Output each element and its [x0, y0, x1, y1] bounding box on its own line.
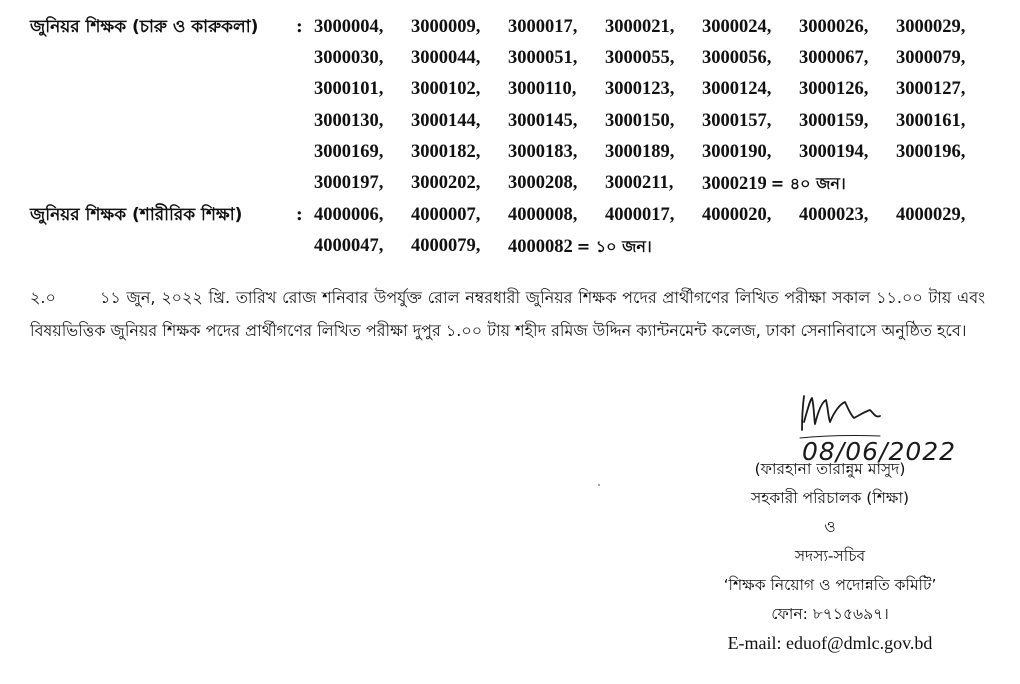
roll-number-value: 4000082: [508, 237, 573, 258]
roll-number: 3000161,: [896, 110, 966, 131]
roll-number: 3000029,: [896, 17, 966, 37]
roll-number: 4000029,: [896, 205, 966, 225]
roll-number: 3000101,: [314, 79, 384, 100]
roll-number: 4000047,: [314, 236, 384, 257]
roll-number: 3000169,: [314, 141, 384, 162]
roll-number: 3000055,: [605, 48, 675, 69]
signatory-name: (ফারহানা তারান্নুম মাসুদ): [754, 460, 906, 478]
roll-number: 3000157,: [702, 110, 772, 131]
roll-number: 4000006,: [314, 205, 384, 225]
section-colon: :: [296, 16, 303, 37]
roll-number: 3000024,: [702, 17, 772, 37]
roll-number: [702, 168, 993, 199]
committee-name: ‘শিক্ষক নিয়োগ ও পদোন্নতি কমিটি’: [723, 576, 937, 594]
roll-number: 3000102,: [411, 79, 481, 100]
roll-number-value: 3000219: [702, 173, 767, 194]
roll-number: 3000009,: [411, 17, 481, 37]
roll-number: 3000211,: [605, 172, 674, 193]
roll-number-grid: [314, 12, 994, 199]
scan-speck: [598, 484, 600, 486]
roll-number: 3000030,: [314, 48, 384, 69]
roll-number: 3000021,: [605, 17, 675, 37]
roll-number: 3000051,: [508, 48, 578, 69]
handwritten-signature: [790, 386, 1020, 466]
roll-number: 3000183,: [508, 141, 578, 162]
roll-number: 3000190,: [702, 141, 772, 162]
section-label: জুনিয়র শিক্ষক (শারীরিক শিক্ষা): [30, 205, 243, 225]
roll-number: 3000150,: [605, 110, 675, 131]
roll-number: 3000194,: [799, 141, 869, 162]
roll-number: 3000026,: [799, 17, 869, 37]
roll-number: 4000079,: [411, 236, 481, 257]
roll-number-grid: [314, 200, 994, 262]
roll-number: 3000196,: [896, 141, 966, 162]
roll-total: = ১০ জন।: [576, 237, 652, 257]
roll-number: 3000017,: [508, 17, 578, 37]
roll-number: 3000110,: [508, 79, 577, 100]
roll-number: 4000023,: [799, 205, 869, 225]
roll-number: 3000127,: [896, 79, 966, 100]
roll-number: 3000067,: [799, 48, 869, 69]
roll-number: 3000202,: [411, 172, 481, 193]
phone-number: ফোন: ৮৭১৫৬৯৭।: [771, 605, 889, 623]
roll-number: 4000017,: [605, 205, 675, 225]
roll-number: 3000189,: [605, 141, 675, 162]
roll-number: 3000197,: [314, 172, 384, 193]
roll-number: 3000182,: [411, 141, 481, 162]
signatory-role: সদস্য-সচিব: [794, 547, 866, 565]
roll-number: 3000145,: [508, 110, 578, 131]
roll-number: 3000144,: [411, 110, 481, 131]
roll-number: 3000056,: [702, 48, 772, 69]
roll-number: 3000159,: [799, 110, 869, 131]
signature-block: [640, 455, 1020, 658]
roll-number: [508, 231, 993, 262]
paragraph-text: ১১ জুন, ২০২২ খ্রি. তারিখ রোজ শনিবার উপর্যুক্ত রোল নম্বরধারী জুনিয়র শিক্ষক পদের প্রার্থীগণের লিখিত পরীক্ষা সকাল ১১.০০ টায় এবং বিষয়ভিত্তিক জুনিয়র শিক্ষক পদের প্রার্থীগণের লিখিত পরীক্ষা দুপুর ১.০০ টায় শহীদ রমিজ উদ্দিন ক্যান্টনমেন্ট কলেজ, ঢাকা সেনানিবাসে অনুষ্ঠিত হবে।: [30, 288, 985, 340]
conjunction: ও: [824, 518, 836, 536]
roll-number: 4000007,: [411, 205, 481, 225]
section-colon: :: [296, 204, 303, 225]
roll-number: 4000020,: [702, 205, 772, 225]
email-address: E-mail: eduof@dmlc.gov.bd: [727, 633, 933, 653]
roll-number: 3000208,: [508, 172, 578, 193]
exam-notice-paragraph: [30, 281, 985, 347]
paragraph-number: ২.০: [30, 288, 56, 307]
roll-total: = ৪০ জন।: [770, 173, 846, 193]
roll-number: 3000004,: [314, 17, 384, 37]
signatory-designation: সহকারী পরিচালক (শিক্ষা): [750, 489, 910, 507]
roll-number: 3000126,: [799, 79, 869, 100]
section-label: জুনিয়র শিক্ষক (চারু ও কারুকলা): [30, 17, 259, 37]
signature-date: 08/06/2022: [802, 437, 957, 466]
roll-number: 3000123,: [605, 79, 675, 100]
roll-number: 4000008,: [508, 205, 578, 225]
roll-number: 3000124,: [702, 79, 772, 100]
roll-number: 3000079,: [896, 48, 966, 69]
roll-number: 3000044,: [411, 48, 481, 69]
roll-number: 3000130,: [314, 110, 384, 131]
